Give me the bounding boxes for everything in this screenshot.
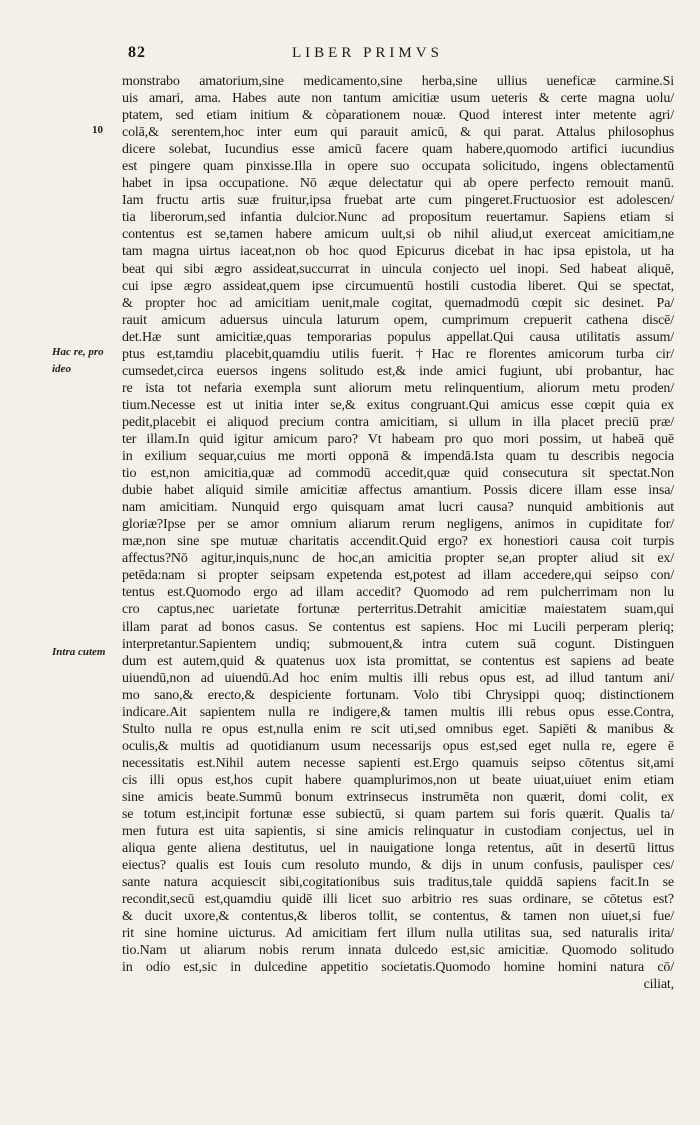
text-line: ciliat, <box>643 977 674 993</box>
text-line: colā,& serentem,hoc inter eum qui parauit amicū, & qui parat. Attalus philosophus <box>122 125 674 141</box>
text-line: habet in ipsa occupatione. Nō æque delectatur qui ab opere perfecto remouit manū. <box>122 176 674 192</box>
main-text-block <box>122 73 674 994</box>
text-line: men futura est uita sapientis, si sine amicis relinquatur in custodiam conjectus, uel in <box>122 824 674 840</box>
text-line: sine amicis beate.Summū bonum extrinsecus instrumēta non quærit, domi colit, ex <box>122 789 674 805</box>
running-head: LIBER PRIMVS <box>292 45 443 61</box>
text-line: Iam fructu artis suæ fruitur,ipsa fruebat arte cum pingeret.Fructuosior est adolescen/ <box>122 193 674 209</box>
text-line: gloriæ?Ipse per se amor omnium aliarum rerum negligens, animos in cupiditate for/ <box>122 517 674 533</box>
text-line: det.Hæ sunt amicitiæ,quas temporarias populus appellat.Qui causa utilitatis assum/ <box>122 329 674 345</box>
text-line: mæ,non sine spe mutuæ charitatis accendit.Quid ergo? ex honestiori causa coit turpis <box>122 534 674 550</box>
text-line: beat qui sibi ægro assideat,succurrat in uincula conjecto uel inopi. Sed habeat aliquē, <box>122 261 674 277</box>
margin-note-hac-re: Hac re, pro <box>52 346 104 358</box>
text-line: eiectus? qualis est Iouis cum resoluto mundo, & dijs in unum confusis, paulisper ces/ <box>122 858 674 874</box>
text-line: in odio est,sic in dulcedine appetitio societatis.Quomodo homine homini natura cō/ <box>122 960 674 976</box>
text-line: cumsedet,circa euersos ingens solitudo est,& inde amici fugiunt, ubi probantur, hac <box>122 363 674 379</box>
text-line: ptatem, sed etiam initium & còparationem nouæ. Quod interest inter metente agri/ <box>122 108 674 124</box>
text-line: indicare.Ait sapientem nulla re indigere,& tamen multis illi rebus opus esse.Contra, <box>122 704 674 720</box>
text-line: monstrabo amatorium,sine medicamento,sine herba,sine ullius ueneficæ carmine.Si <box>122 74 674 89</box>
text-line: rit sine homine uicturus. Ad amicitiam fert illum nulla utilitas sua, sed naturalis irita/ <box>122 926 674 942</box>
text-line: ptus est,tamdiu placebit,quamdiu utilis fuerit. †Hac re florentes amicorum turba cir/ <box>122 346 674 362</box>
text-line: interpretantur.Sapientem undiq; submouent,& intra cutem suā cogunt. Distinguen <box>122 636 674 652</box>
text-line: cui ipse ægro assideat,quem ipse circumuentū hostili custodia liberet. Qui se spectat, <box>122 278 674 294</box>
text-line: tam magna uirtus iaceat,non ob hoc quod Epicurus dicebat in hac ipsa epistola, ut ha <box>122 244 674 260</box>
text-line: recondit,secū est,quamdiu quidē illi licet suo arbitrio res suas ordinare, se cōtetus est? <box>122 892 674 908</box>
text-line: oculis,& multis ad quotidianum usum necessarijs opus est,sed eget nulla re, egere ē <box>122 738 674 754</box>
text-line: se totum est,incipit fortunæ esse subiectū, si quam partem sui foris quærit. Qualis ta/ <box>122 807 674 823</box>
text-line: tio.Nam ut aliarum nobis rerum innata dulcedo est,sic amicitiæ. Quomodo solitudo <box>122 943 674 959</box>
text-line: petēda:nam si propter seipsam expetenda est,potest ad illam accedere,qui seipso con/ <box>122 568 674 584</box>
text-line: ter illam.In quid igitur amicum paro? Vt habeam pro quo mori possim, ut habeā quē <box>122 431 674 447</box>
text-line: tio est,non amicitia,quæ ad commodū accedit,quæ quid consecutura sit spectat.Non <box>122 466 674 482</box>
text-line: uiuendū,non ad uiuendū.Ad hoc enim multis illi rebus opus est, ad illud tantum ani/ <box>122 670 674 686</box>
text-line: contentus est se,tamen habere amicum uult,si ob nihil aliud,ut exerceat amicitiam,ne <box>122 227 674 243</box>
text-line: rauit amicum aduersus uincula laturum opem, cumprimum crepuerit cathena discē/ <box>122 312 674 328</box>
page-header <box>0 44 700 70</box>
folio-number: 82 <box>128 44 146 61</box>
text-line: dubie habet aliquid simile amicitiæ affectus amantium. Possis dicere illam esse insa/ <box>122 483 674 499</box>
text-line: tium.Necesse est ut initia inter se,& exitus congruant.Qui amicus esse cœpit quia ex <box>122 397 674 413</box>
text-line: necessitatis est.Nihil autem necesse sapienti est.Ergo quamuis seipso cōtentus sit,ami <box>122 755 674 771</box>
text-line: pedit,placebit ei aliquod precium contra amicitiam, si ullum in illa placet preciū præ/ <box>122 414 674 430</box>
text-line: tia liberorum,sed infantia dulcior.Nunc ad propositum reuertamur. Sapiens etiam si <box>122 210 674 226</box>
text-line: cro captus,nec uarietate fortunæ perterritus.Detrahit amicitiæ maiestatem suam,qui <box>122 602 674 618</box>
text-line: dicere solebat, Iucundius esse amicū facere quam habere,quomodo artifici iucundius <box>122 142 674 158</box>
text-line: re ista tot nefaria exempla sunt aliorum metu relinquentium, aliorum metu proden/ <box>122 380 674 396</box>
margin-line-number: 10 <box>92 124 103 136</box>
text-line: mo sano,& erecto,& despiciente fortunam. Volo tibi Chrysippi quoq; distinctionem <box>122 687 674 703</box>
text-line: & propter hoc ad amicitiam uenit,male cogitat, quemadmodū cœpit sic desinet. Pa/ <box>122 295 674 311</box>
margin-note-intra-cutem: Intra cutem <box>52 646 106 658</box>
text-line: Stulto nulla re opus est,nulla enim re scit uti,sed omnibus eget. Sapiēti & manibus & <box>122 721 674 737</box>
text-line: dum est autem,quid & quatenus uox ista promittat, se contentus est sapiens ad beate <box>122 653 674 669</box>
text-line: & ducit uxore,& contentus,& liberos tollit, se contentus, & tamen non uiuet,si fue/ <box>122 909 674 925</box>
text-line: affectus?Nō agitur,inquis,nunc de hoc,an amicitia propter se,an propter aliud sit ex/ <box>122 551 674 567</box>
text-line: in exilium sequar,cuius me morti opponā & impendā.Ista quam tu describis negocia <box>122 449 674 465</box>
text-line: illam parat ad bonos casus. Se contentus est sapiens. Hoc mi Lucili perperam pleriq; <box>122 619 674 635</box>
text-line: sante natura acquiescit sibi,cogitationibus suis traditus,tale quiddā sapiens facit.In se <box>122 875 674 891</box>
text-line: tentus est.Quomodo ergo ad illam accedit? Quomodo ad rem pulcherrimam non lu <box>122 585 674 601</box>
text-line: est pingere quam pinxisse.Illa in opere suo occupata solicitudo, ingens oblectamentū <box>122 159 674 175</box>
text-line: aliqua gente aliena destitutus, uel in nauigatione longa retentus, aūt in desertū littus <box>122 841 674 857</box>
text-line: uis amari, ama. Habes aute non tantum amicitiæ usum ueteris & certe magna uolu/ <box>122 91 674 107</box>
text-line: cis illi opus est,hos cupit habere quamplurimos,non ut beate uiuat,uiuet enim etiam <box>122 772 674 788</box>
margin-note-ideo: ideo <box>52 363 71 375</box>
text-line: nam amicitiam. Nunquid ergo quisquam amat lucri causa? nunquid ambitionis aut <box>122 500 674 516</box>
